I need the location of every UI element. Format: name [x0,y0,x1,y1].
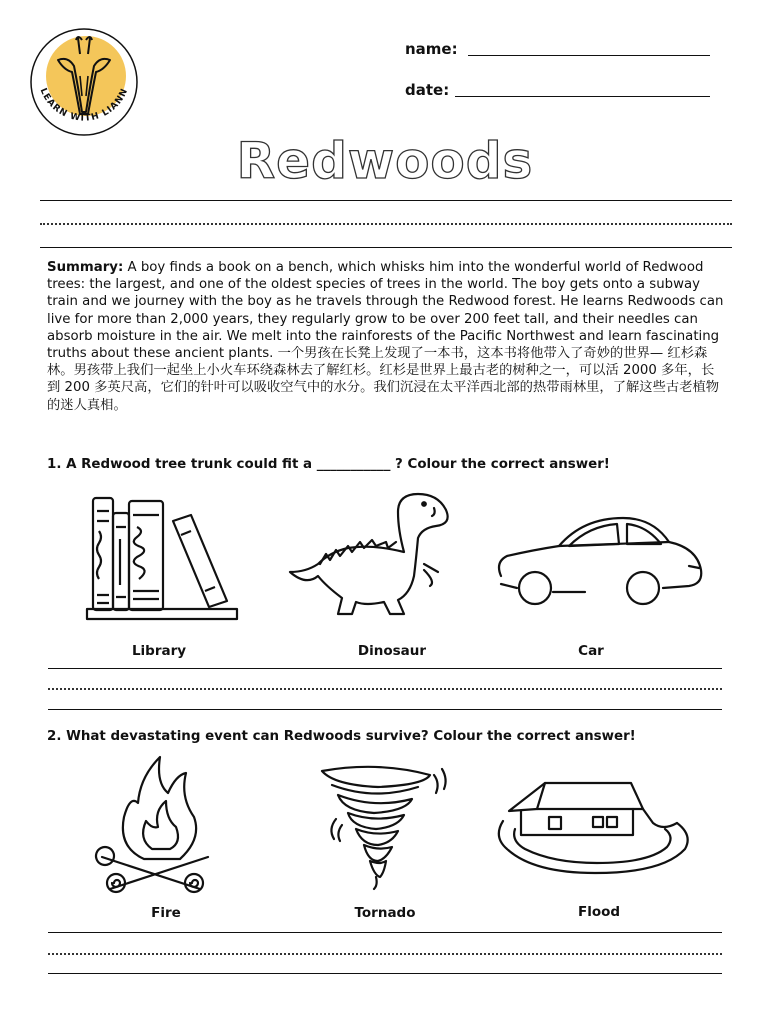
summary-chinese: 一个男孩在长凳上发现了一本书，这本书将他带入了奇妙的世界— 红杉森林。男孩带上我们一起坐上小火车环绕森林去了解红杉。红杉是世界上最古老的树种之一，可以活 2000 多年，长到 200 多英尺高，它们的针叶可以吸收空气中的水分。我们沉浸在太平洋西北部的热带雨林里，了解这些古老植物的迷人真相。 [47,346,720,413]
logo [28,26,140,138]
date-field[interactable] [455,96,710,97]
option-tornado[interactable]: Tornado [354,905,416,921]
writing-line[interactable] [48,932,722,933]
writing-line-dotted[interactable] [48,953,722,955]
summary [47,259,727,414]
option-flood[interactable]: Flood [577,904,621,920]
summary-label: Summary: [47,260,124,275]
writing-line[interactable] [40,247,732,248]
writing-line-dotted[interactable] [48,688,722,690]
option-dinosaur[interactable]: Dinosaur [357,643,427,659]
option-library[interactable]: Library [131,643,187,659]
writing-line[interactable] [40,200,732,201]
page-title: Redwoods [236,132,534,190]
car-icon[interactable] [493,512,703,612]
svg-text:LEARN WITH LIANN [38,87,131,124]
name-label: name: [405,40,458,58]
tornado-icon[interactable] [318,765,448,891]
option-fire[interactable]: Fire [151,905,181,921]
name-field[interactable] [468,55,710,56]
date-label: date: [405,81,450,99]
writing-line-dotted[interactable] [40,223,732,225]
question-2: 2. What devastating event can Redwoods survive? Colour the correct answer! [47,729,636,744]
writing-line[interactable] [48,709,722,710]
logo-text: LEARN WITH LIANN [37,86,131,124]
books-icon[interactable] [85,495,240,620]
question-1: 1. A Redwood tree trunk could fit a ___________ ? Colour the correct answer! [47,457,610,472]
option-car[interactable]: Car [578,643,604,659]
summary-english: A boy finds a book on a bench, which whisks him into the wonderful world of Redwood trees: the largest, and one of the oldest species of trees in the world. The boy gets onto a subway train and we journey with the boy as he travels through the Redwood forest. He learns Redwoods can live for more than 2,000 years, they regularly grow to be over 200 feet tall, and their needles can absorb moisture in the air. We melt into the rainforests of the Pacific Northwest and learn fascinating truths about these ancient plants. [47,260,724,362]
campfire-icon[interactable] [96,753,214,893]
writing-line[interactable] [48,668,722,669]
writing-line[interactable] [48,973,722,974]
flooded-house-icon[interactable] [493,777,693,879]
dinosaur-icon[interactable] [286,490,456,620]
